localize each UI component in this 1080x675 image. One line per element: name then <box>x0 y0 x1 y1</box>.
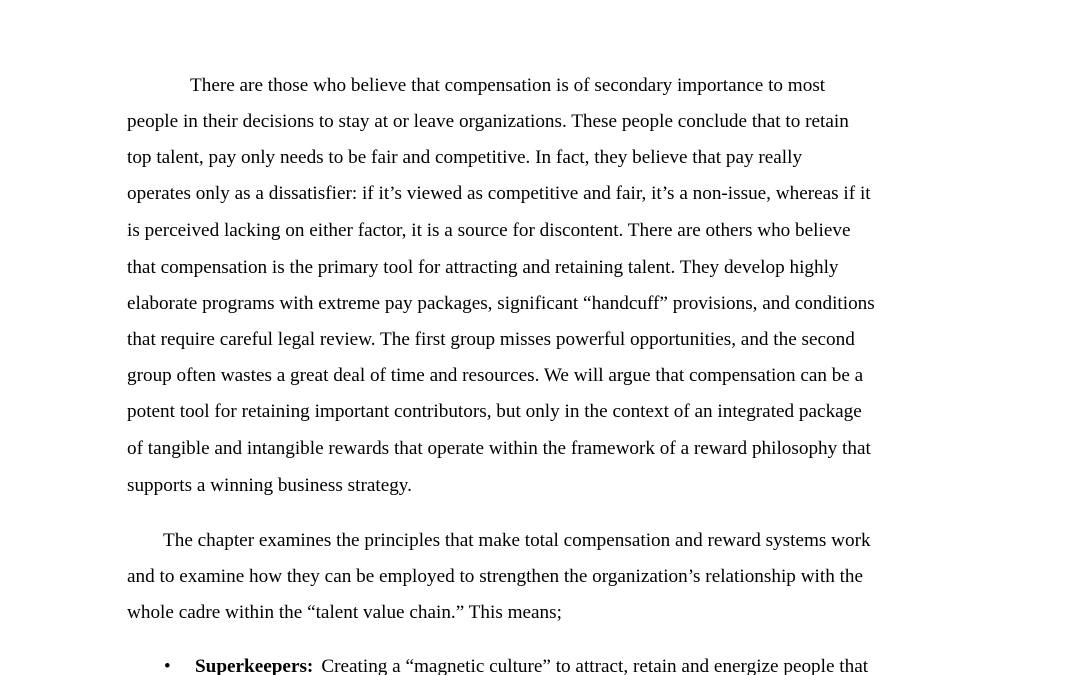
paragraph-line: is perceived lacking on either factor, it is a source for discontent. There are others who believe <box>127 220 851 241</box>
paragraph-line: people in their decisions to stay at or leave organizations. These people conclude that to retain <box>127 111 849 132</box>
paragraph-line: supports a winning business strategy. <box>127 475 412 496</box>
bullet-text: Creating a “magnetic culture” to attract, retain and energize people that <box>321 656 869 675</box>
paragraph-line: There are those who believe that compensation is of secondary importance to most <box>190 75 826 96</box>
paragraph-line: that require careful legal review. The first group misses powerful opportunities, and the second <box>127 329 855 350</box>
paragraph-line: whole cadre within the “talent value chain.” This means; <box>127 602 562 623</box>
paragraph-line: operates only as a dissatisfier: if it’s viewed as competitive and fair, it’s a non-issue, whereas if it <box>127 183 871 204</box>
paragraph-line: top talent, pay only needs to be fair and competitive. In fact, they believe that pay really <box>127 147 803 168</box>
paragraph-line: elaborate programs with extreme pay packages, significant “handcuff” provisions, and conditions <box>127 293 875 314</box>
bullet-term: Superkeepers: <box>195 656 314 675</box>
paragraph-line: potent tool for retaining important contributors, but only in the context of an integrated package <box>127 401 862 422</box>
paragraph-line: and to examine how they can be employed to strengthen the organization’s relationship with the <box>127 566 864 587</box>
paragraph-line: The chapter examines the principles that make total compensation and reward systems work <box>163 530 871 551</box>
paragraph-line: group often wastes a great deal of time and resources. We will argue that compensation can be a <box>127 365 864 386</box>
paragraph-line: of tangible and intangible rewards that operate within the framework of a reward philosophy that <box>127 438 871 459</box>
paragraph-line: that compensation is the primary tool for attracting and retaining talent. They develop highly <box>127 257 839 278</box>
bullet-icon: • <box>164 656 171 675</box>
bullet-item <box>164 655 868 675</box>
